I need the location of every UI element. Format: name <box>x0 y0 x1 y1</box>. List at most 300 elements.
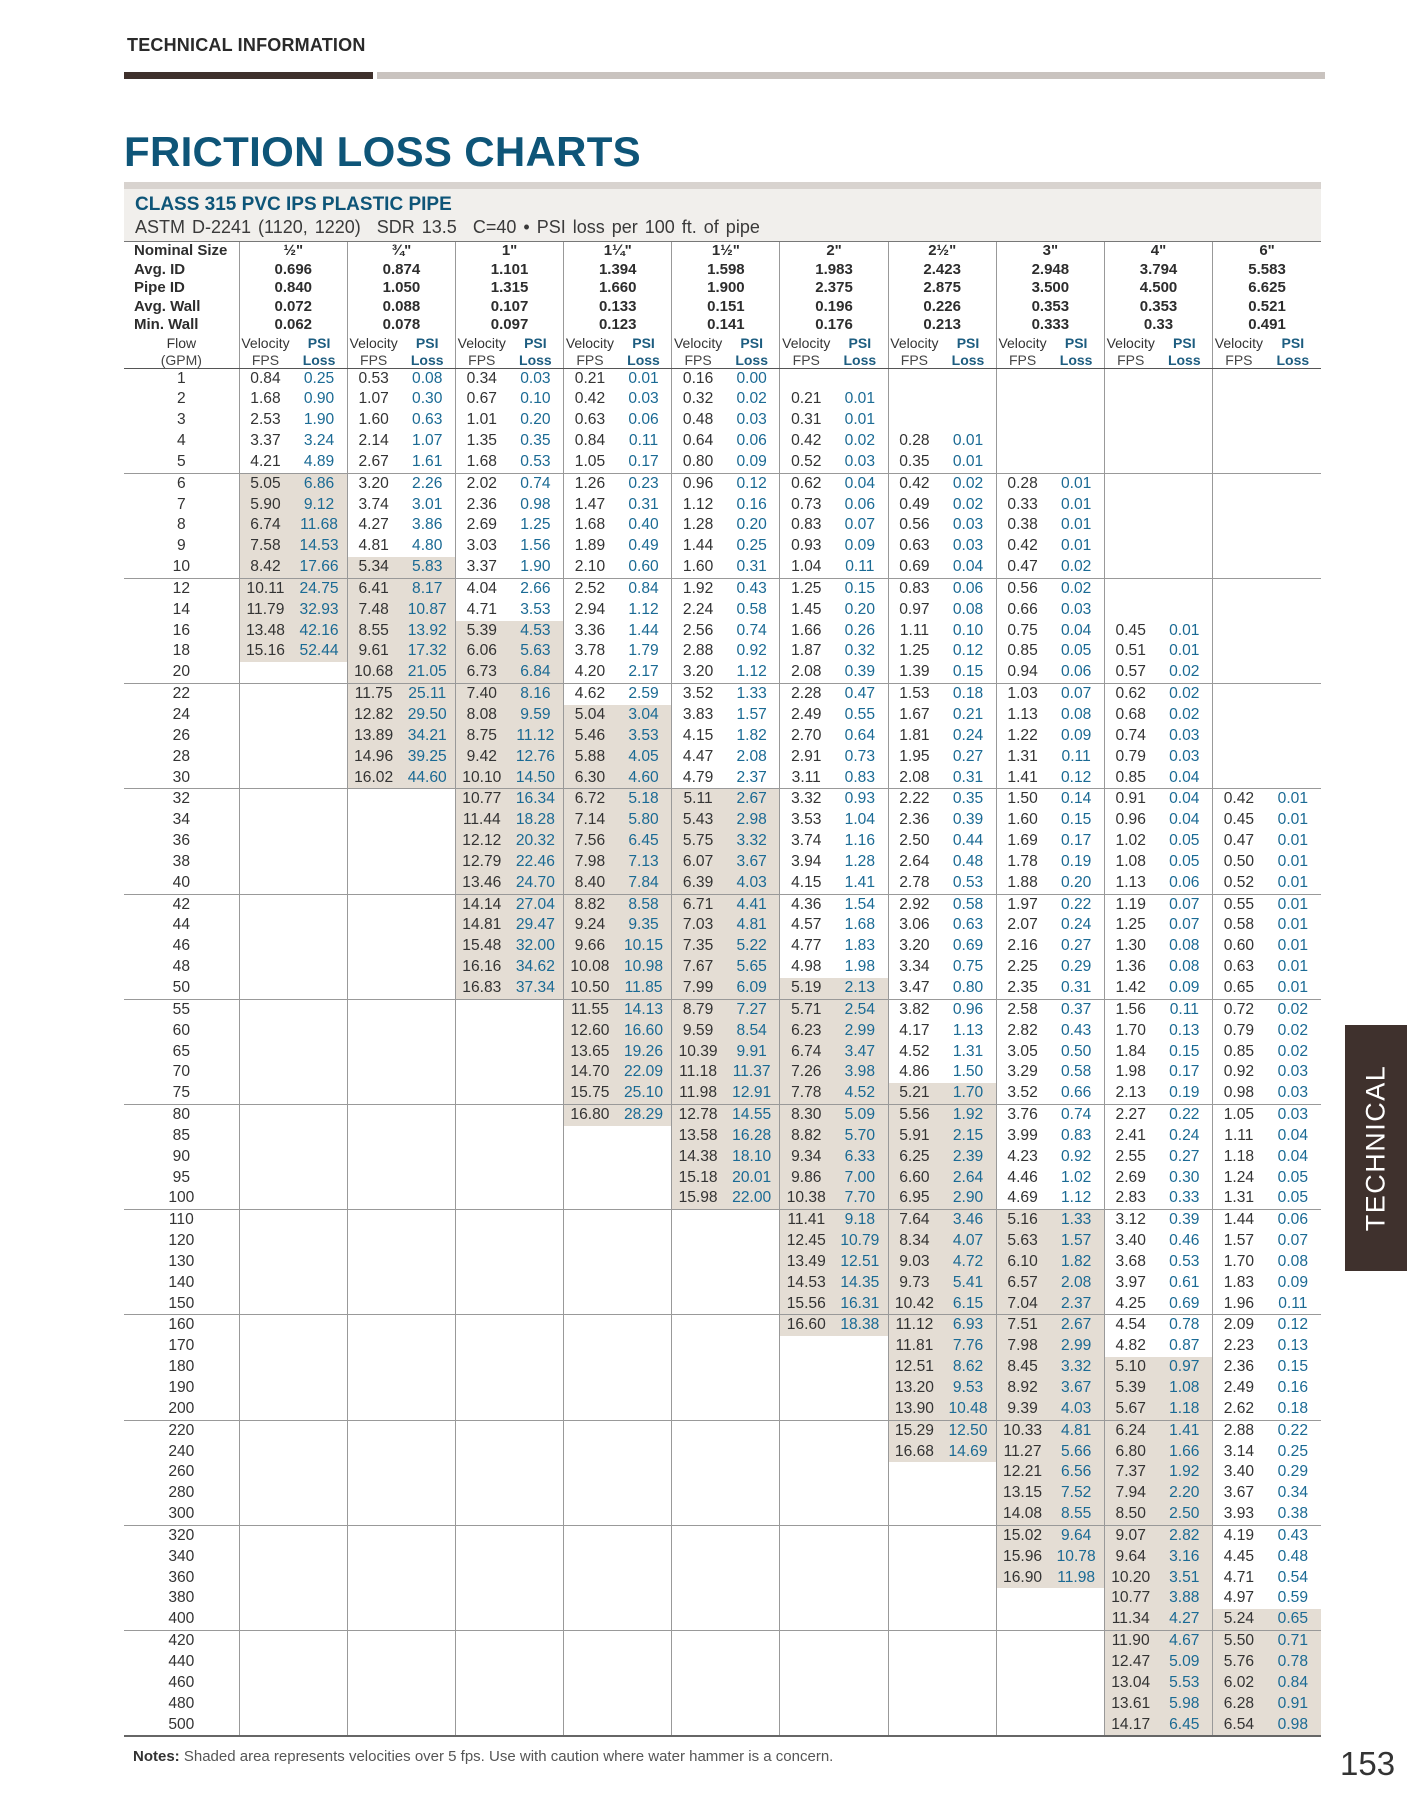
empty-cell <box>291 1147 347 1168</box>
psi-loss-cell: 0.03 <box>736 411 767 429</box>
empty-cell <box>832 1547 888 1568</box>
unit-header-row <box>124 352 1321 369</box>
velocity-cell: 0.34 <box>456 368 508 389</box>
table-row <box>124 789 1321 810</box>
velocity-cell: 0.42 <box>888 473 940 494</box>
psi-loss-cell: 0.03 <box>628 390 659 408</box>
velocity-cell: 1.60 <box>347 410 399 431</box>
velocity-cell: 1.25 <box>780 578 832 599</box>
empty-cell <box>780 1399 832 1420</box>
empty-cell <box>239 789 291 810</box>
velocity-cell: 4.47 <box>672 747 724 768</box>
velocity-cell: 5.67 <box>1104 1399 1156 1420</box>
velocity-cell: 0.73 <box>780 495 832 516</box>
velocity-cell: 3.53 <box>780 810 832 831</box>
empty-cell <box>1265 641 1321 662</box>
velocity-cell: 11.55 <box>564 999 616 1020</box>
empty-cell <box>239 768 291 789</box>
spec-value: 2" <box>780 242 888 261</box>
empty-cell <box>399 999 455 1020</box>
empty-cell <box>291 915 347 936</box>
spec-value: 6" <box>1213 242 1321 261</box>
velocity-cell: 1.69 <box>996 831 1048 852</box>
psi-loss-cell: 0.53 <box>940 873 996 894</box>
empty-cell <box>291 1568 347 1589</box>
velocity-cell: 2.08 <box>780 662 832 683</box>
empty-cell <box>291 1652 347 1673</box>
psi-loss-cell: 5.98 <box>1157 1694 1213 1715</box>
velocity-cell: 2.55 <box>1104 1147 1156 1168</box>
empty-cell <box>564 1210 616 1231</box>
empty-cell <box>399 1357 455 1378</box>
empty-cell <box>940 1547 996 1568</box>
table-row <box>124 936 1321 957</box>
empty-cell <box>291 1294 347 1315</box>
psi-loss-cell: 0.83 <box>1060 1126 1092 1144</box>
psi-loss-cell: 17.66 <box>291 557 347 578</box>
velocity-cell: 12.21 <box>996 1462 1048 1483</box>
empty-cell <box>347 810 399 831</box>
psi-loss-cell: 0.04 <box>844 474 876 492</box>
empty-cell <box>239 747 291 768</box>
velocity-cell: 1.22 <box>996 726 1048 747</box>
fps-header: FPS <box>996 352 1048 369</box>
velocity-cell: 5.91 <box>888 1126 940 1147</box>
empty-cell <box>239 1147 291 1168</box>
psi-loss-cell: 0.08 <box>412 369 443 387</box>
empty-cell <box>1048 1588 1104 1609</box>
psi-loss-cell: 12.50 <box>940 1420 996 1441</box>
psi-loss-cell: 0.27 <box>1060 937 1092 955</box>
flow-cell: 150 <box>124 1294 239 1315</box>
loss-header: Loss <box>832 352 888 369</box>
psi-loss-cell: 1.57 <box>1048 1231 1104 1252</box>
empty-cell <box>347 1210 399 1231</box>
empty-cell <box>564 1547 616 1568</box>
velocity-cell: 13.04 <box>1104 1673 1156 1694</box>
velocity-cell: 13.90 <box>888 1399 940 1420</box>
flow-cell: 50 <box>124 978 239 999</box>
velocity-cell: 3.47 <box>888 978 940 999</box>
psi-loss-cell: 0.06 <box>844 495 876 513</box>
empty-cell <box>456 1083 508 1104</box>
psi-loss-cell: 5.83 <box>399 557 455 578</box>
velocity-cell: 0.84 <box>239 368 291 389</box>
empty-cell <box>564 1147 616 1168</box>
empty-cell <box>291 1168 347 1189</box>
table-row <box>124 1357 1321 1378</box>
spec-value: 1" <box>456 242 564 261</box>
psi-loss-cell: 4.07 <box>940 1231 996 1252</box>
velocity-cell: 3.20 <box>672 662 724 683</box>
psi-loss-cell: 0.01 <box>844 390 876 408</box>
empty-cell <box>508 1147 564 1168</box>
empty-cell <box>508 1294 564 1315</box>
empty-cell <box>888 1631 940 1652</box>
empty-cell <box>347 1357 399 1378</box>
velocity-cell: 1.50 <box>996 789 1048 810</box>
empty-cell <box>347 1062 399 1083</box>
empty-cell <box>996 1673 1048 1694</box>
empty-cell <box>347 999 399 1020</box>
table-row <box>124 1042 1321 1063</box>
flow-cell: 26 <box>172 726 191 744</box>
psi-loss-cell: 0.29 <box>1060 958 1092 976</box>
psi-loss-cell: 16.28 <box>724 1126 780 1147</box>
psi-loss-cell: 0.01 <box>1060 537 1092 555</box>
spec-value: 0.226 <box>888 298 996 317</box>
psi-loss-cell: 4.67 <box>1157 1631 1213 1652</box>
psi-loss-cell: 0.02 <box>952 474 984 492</box>
flow-cell: 18 <box>172 642 191 660</box>
velocity-cell: 0.94 <box>996 662 1048 683</box>
psi-loss-cell: 0.06 <box>736 432 767 450</box>
empty-cell <box>239 1315 291 1336</box>
spec-value: 1.101 <box>456 261 564 280</box>
table-row <box>124 600 1321 621</box>
velocity-cell: 1.31 <box>996 747 1048 768</box>
loss-header: Loss <box>399 352 455 369</box>
spec-value: 2.375 <box>780 279 888 298</box>
velocity-cell: 6.07 <box>672 852 724 873</box>
empty-cell <box>672 1357 724 1378</box>
empty-cell <box>888 1694 940 1715</box>
psi-loss-cell: 0.32 <box>844 642 876 660</box>
velocity-cell: 15.96 <box>996 1547 1048 1568</box>
velocity-cell: 15.18 <box>672 1168 724 1189</box>
empty-cell <box>940 1483 996 1504</box>
empty-cell <box>239 1715 291 1737</box>
empty-cell <box>399 1673 455 1694</box>
velocity-cell: 8.92 <box>996 1378 1048 1399</box>
velocity-cell: 5.46 <box>564 726 616 747</box>
velocity-cell: 16.16 <box>456 957 508 978</box>
empty-cell <box>724 1715 780 1737</box>
velocity-cell: 4.15 <box>672 726 724 747</box>
empty-cell <box>888 368 940 389</box>
psi-loss-cell: 0.33 <box>1157 1188 1213 1209</box>
empty-cell <box>672 1609 724 1630</box>
empty-cell <box>456 1147 508 1168</box>
psi-loss-cell: 2.13 <box>832 978 888 999</box>
empty-cell <box>456 1168 508 1189</box>
empty-cell <box>1048 1694 1104 1715</box>
empty-cell <box>832 1652 888 1673</box>
empty-cell <box>239 1504 291 1525</box>
velocity-cell: 6.60 <box>888 1168 940 1189</box>
flow-cell: 420 <box>168 1632 195 1650</box>
velocity-cell: 9.73 <box>888 1273 940 1294</box>
empty-cell <box>832 1462 888 1483</box>
spec-row-nominal-size <box>124 242 1321 261</box>
spec-value: 1.900 <box>672 279 780 298</box>
empty-cell <box>508 1042 564 1063</box>
psi-loss-cell: 0.04 <box>1169 811 1200 829</box>
velocity-cell: 0.96 <box>1104 810 1156 831</box>
flow-cell: 320 <box>168 1526 195 1544</box>
velocity-cell: 6.28 <box>1213 1694 1265 1715</box>
velocity-cell: 7.03 <box>672 915 724 936</box>
empty-cell <box>1213 662 1265 683</box>
empty-cell <box>616 1315 672 1336</box>
velocity-cell: 0.85 <box>1213 1042 1265 1063</box>
velocity-cell: 1.18 <box>1213 1147 1265 1168</box>
table-row <box>124 1442 1321 1463</box>
velocity-cell: 4.36 <box>780 894 832 915</box>
velocity-cell: 1.35 <box>456 431 508 452</box>
psi-loss-cell: 0.43 <box>1277 1526 1309 1544</box>
psi-loss-cell: 0.03 <box>1169 726 1200 744</box>
psi-loss-cell: 0.31 <box>1048 978 1104 999</box>
empty-cell <box>1265 515 1321 536</box>
table-row <box>124 831 1321 852</box>
empty-cell <box>291 1021 347 1042</box>
empty-cell <box>291 1420 347 1441</box>
psi-loss-cell: 6.86 <box>291 473 347 494</box>
spec-value: 0.141 <box>672 316 780 335</box>
velocity-cell: 7.35 <box>672 936 724 957</box>
velocity-cell: 12.47 <box>1104 1652 1156 1673</box>
empty-cell <box>239 726 291 747</box>
flow-cell: 40 <box>124 873 239 894</box>
psi-loss-cell: 0.92 <box>1060 1147 1092 1165</box>
psi-loss-cell: 0.01 <box>1060 516 1092 534</box>
empty-cell <box>456 1547 508 1568</box>
velocity-cell: 14.14 <box>456 894 508 915</box>
psi-loss-cell: 10.15 <box>616 936 672 957</box>
velocity-cell: 0.35 <box>888 452 940 473</box>
velocity-cell: 2.07 <box>996 915 1048 936</box>
empty-cell <box>347 1273 399 1294</box>
empty-cell <box>239 1673 291 1694</box>
empty-cell <box>239 1483 291 1504</box>
flow-cell: 1 <box>177 369 186 387</box>
psi-loss-cell: 8.54 <box>724 1021 780 1042</box>
psi-loss-cell: 5.65 <box>724 957 780 978</box>
flow-cell: 70 <box>172 1063 191 1081</box>
psi-loss-cell: 0.07 <box>1277 1232 1309 1250</box>
flow-cell: 160 <box>168 1316 195 1334</box>
psi-loss-cell: 0.98 <box>1265 1715 1321 1737</box>
velocity-cell: 8.82 <box>780 1126 832 1147</box>
sdr-spec: SDR 13.5 <box>376 217 457 237</box>
psi-loss-cell: 1.41 <box>832 873 888 894</box>
empty-cell <box>347 1042 399 1063</box>
velocity-cell: 0.42 <box>1213 789 1265 810</box>
empty-cell <box>672 1673 724 1694</box>
velocity-cell: 1.98 <box>1104 1062 1156 1083</box>
velocity-cell: 12.45 <box>780 1231 832 1252</box>
flow-cell: 3 <box>177 411 186 429</box>
empty-cell <box>508 1021 564 1042</box>
empty-cell <box>1265 495 1321 516</box>
psi-loss-cell: 0.34 <box>1277 1484 1309 1502</box>
velocity-cell: 3.76 <box>996 1105 1048 1126</box>
psi-loss-cell: 22.00 <box>724 1188 780 1209</box>
velocity-cell: 7.26 <box>780 1062 832 1083</box>
empty-cell <box>1157 410 1213 431</box>
velocity-cell: 6.74 <box>780 1042 832 1063</box>
psi-loss-cell: 2.15 <box>940 1126 996 1147</box>
empty-cell <box>347 1504 399 1525</box>
psi-loss-cell: 0.01 <box>952 432 984 450</box>
velocity-cell: 1.89 <box>564 536 616 557</box>
psi-loss-cell: 0.02 <box>1157 662 1213 683</box>
spec-value: 0.097 <box>456 316 564 335</box>
velocity-cell: 2.92 <box>888 894 940 915</box>
empty-cell <box>1213 641 1265 662</box>
empty-cell <box>780 1631 832 1652</box>
velocity-cell: 16.83 <box>456 978 508 999</box>
empty-cell <box>456 1021 508 1042</box>
velocity-cell: 1.25 <box>1104 915 1156 936</box>
velocity-cell: 4.21 <box>239 452 291 473</box>
empty-cell <box>239 957 291 978</box>
psi-loss-cell: 1.31 <box>952 1042 984 1060</box>
psi-loss-cell: 0.02 <box>844 432 876 450</box>
table-row <box>124 810 1321 831</box>
velocity-cell: 4.82 <box>1104 1336 1156 1357</box>
loss-header: Loss <box>1157 352 1213 369</box>
velocity-cell: 4.77 <box>780 936 832 957</box>
empty-cell <box>1213 726 1265 747</box>
velocity-cell: 4.15 <box>780 873 832 894</box>
empty-cell <box>508 1105 564 1126</box>
spec-value: ½" <box>239 242 347 261</box>
psi-loss-cell: 6.56 <box>1048 1462 1104 1483</box>
empty-cell <box>724 1399 780 1420</box>
empty-cell <box>456 1673 508 1694</box>
spec-value: 0.521 <box>1213 298 1321 317</box>
empty-cell <box>508 1588 564 1609</box>
psi-loss-cell: 0.15 <box>1060 811 1092 829</box>
empty-cell <box>780 1588 832 1609</box>
loss-header: Loss <box>1265 352 1321 369</box>
psi-loss-cell: 10.79 <box>832 1231 888 1252</box>
empty-cell <box>399 810 455 831</box>
velocity-cell: 7.98 <box>996 1336 1048 1357</box>
empty-cell <box>291 684 347 705</box>
psi-loss-cell: 3.04 <box>616 705 672 726</box>
empty-cell <box>1104 410 1156 431</box>
empty-cell <box>996 1694 1048 1715</box>
velocity-cell: 3.06 <box>888 915 940 936</box>
empty-cell <box>564 1588 616 1609</box>
psi-loss-cell: 2.37 <box>724 768 780 789</box>
psi-loss-cell: 0.04 <box>1277 1147 1309 1165</box>
empty-cell <box>672 1694 724 1715</box>
velocity-cell: 6.25 <box>888 1147 940 1168</box>
empty-cell <box>399 1231 455 1252</box>
side-tab-technical[interactable] <box>1345 1025 1407 1271</box>
empty-cell <box>616 1504 672 1525</box>
psi-loss-cell: 21.05 <box>399 662 455 683</box>
empty-cell <box>564 1673 616 1694</box>
psi-loss-cell: 0.03 <box>832 452 888 473</box>
empty-cell <box>724 1378 780 1399</box>
empty-cell <box>616 1568 672 1589</box>
velocity-cell: 14.70 <box>564 1062 616 1083</box>
empty-cell <box>291 1715 347 1737</box>
empty-cell <box>672 1399 724 1420</box>
psi-header: PSI <box>740 334 763 351</box>
psi-loss-cell: 0.48 <box>1277 1547 1309 1565</box>
velocity-cell: 2.14 <box>347 431 399 452</box>
psi-loss-cell: 4.53 <box>508 621 564 642</box>
psi-loss-cell: 0.02 <box>952 495 984 513</box>
empty-cell <box>456 1442 508 1463</box>
empty-cell <box>347 1673 399 1694</box>
psi-loss-cell: 0.63 <box>952 916 984 934</box>
psi-loss-cell: 32.00 <box>508 936 564 957</box>
velocity-header: Velocity <box>672 335 724 352</box>
psi-loss-cell: 0.74 <box>1060 1106 1092 1124</box>
empty-cell <box>724 1547 780 1568</box>
psi-loss-cell: 4.60 <box>616 768 672 789</box>
loss-header: Loss <box>291 352 347 369</box>
psi-loss-cell: 7.00 <box>832 1168 888 1189</box>
psi-loss-cell: 20.01 <box>724 1168 780 1189</box>
spec-value: 1.660 <box>564 279 672 298</box>
velocity-cell: 15.98 <box>672 1188 724 1209</box>
empty-cell <box>347 789 399 810</box>
psi-loss-cell: 1.07 <box>412 432 443 450</box>
velocity-cell: 2.62 <box>1213 1399 1265 1420</box>
empty-cell <box>347 1336 399 1357</box>
empty-cell <box>616 1631 672 1652</box>
spec-value: 0.333 <box>996 316 1104 335</box>
empty-cell <box>1213 600 1265 621</box>
page-number: 153 <box>1340 1745 1396 1782</box>
psi-loss-cell: 0.78 <box>1265 1652 1321 1673</box>
psi-loss-cell: 9.59 <box>508 705 564 726</box>
empty-cell <box>291 936 347 957</box>
velocity-cell: 4.25 <box>1104 1294 1156 1315</box>
table-row <box>124 1694 1321 1715</box>
table-row <box>124 999 1321 1020</box>
velocity-cell: 0.31 <box>780 410 832 431</box>
velocity-cell: 4.27 <box>347 515 399 536</box>
psi-loss-cell: 0.04 <box>1157 768 1213 789</box>
velocity-cell: 10.20 <box>1104 1568 1156 1589</box>
velocity-cell: 4.81 <box>347 536 399 557</box>
empty-cell <box>1265 600 1321 621</box>
empty-cell <box>1213 684 1265 705</box>
flow-cell: 130 <box>168 1252 195 1270</box>
empty-cell <box>456 1631 508 1652</box>
empty-cell <box>832 1483 888 1504</box>
velocity-cell: 3.67 <box>1213 1483 1265 1504</box>
velocity-cell: 0.63 <box>564 410 616 431</box>
velocity-cell: 1.68 <box>239 389 291 410</box>
spec-value: 0.062 <box>239 316 347 335</box>
table-row <box>124 1547 1321 1568</box>
empty-cell <box>780 1336 832 1357</box>
empty-cell <box>291 978 347 999</box>
velocity-cell: 1.19 <box>1104 894 1156 915</box>
table-row <box>124 389 1321 410</box>
velocity-cell: 0.58 <box>1213 915 1265 936</box>
empty-cell <box>564 1399 616 1420</box>
empty-cell <box>672 1442 724 1463</box>
psi-loss-cell: 3.24 <box>303 432 335 450</box>
psi-loss-cell: 0.49 <box>628 537 659 555</box>
empty-cell <box>291 662 347 683</box>
velocity-cell: 0.79 <box>1104 747 1156 768</box>
empty-cell <box>239 1378 291 1399</box>
velocity-cell: 6.74 <box>239 515 291 536</box>
flow-cell: 380 <box>168 1589 195 1607</box>
